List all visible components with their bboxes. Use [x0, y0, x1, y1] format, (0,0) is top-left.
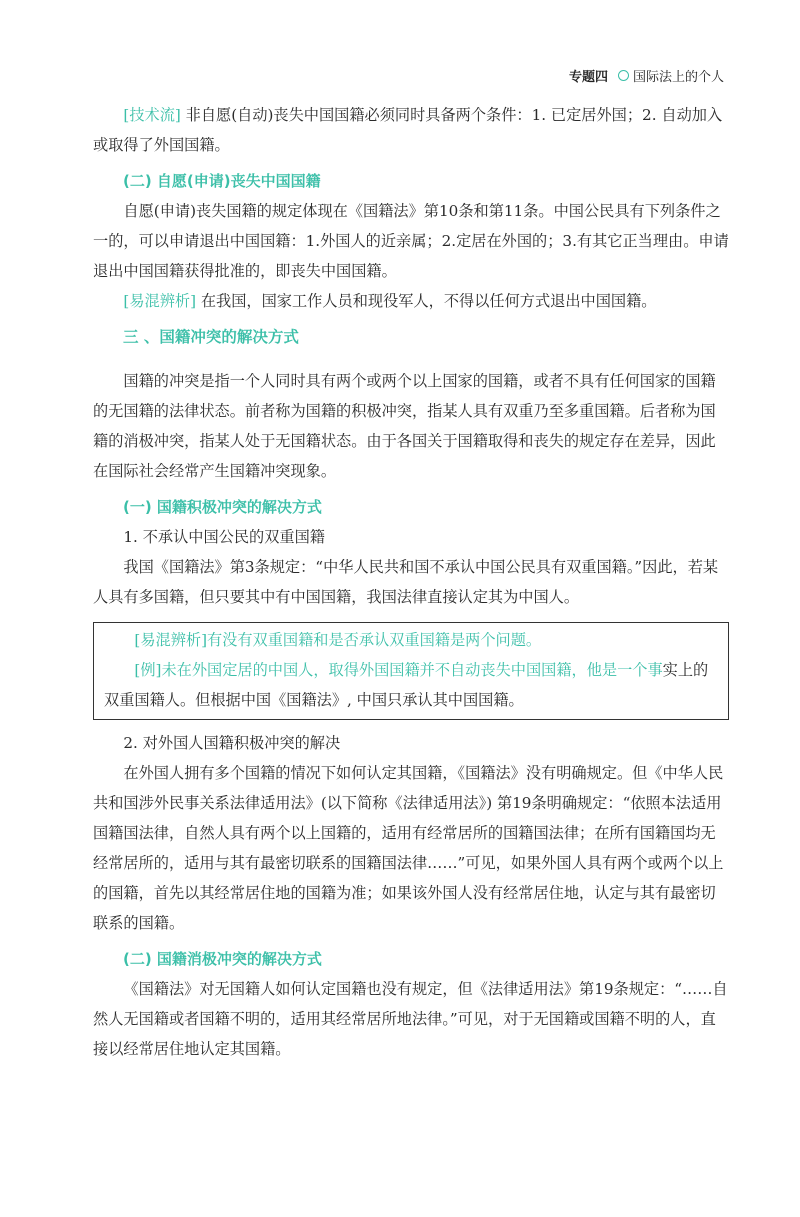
- heading-voluntary-loss: (二) 自愿(申请)丧失中国国籍: [123, 172, 321, 190]
- paragraph-article-three: 我国《国籍法》第3条规定：“中华人民共和国不承认中国公民具有双重国籍。”因此，若某人具有多国籍，但只要其中有中国国籍，我国法律直接认定其为中国人。: [93, 558, 719, 606]
- paragraph-confusion-text: 在我国，国家工作人员和现役军人，不得以任何方式退出中国国籍。: [196, 292, 657, 310]
- paragraph-stateless: 《国籍法》对无国籍人如何认定国籍也没有规定，但《法律适用法》第19条规定：“……自然人无国籍或者国籍不明的，适用其经常居所地法律。”可见，对于无国籍或国籍不明的人，直接以经常居住地认定其国籍。: [93, 980, 728, 1058]
- running-header: [569, 66, 724, 85]
- note-box-line1: [易混辨析]有没有双重国籍和是否承认双重国籍是两个问题。: [134, 631, 542, 649]
- note-box: [93, 622, 729, 720]
- paragraph-article-nineteen: 在外国人拥有多个国籍的情况下如何认定其国籍，《国籍法》没有明确规定。但《中华人民共和国涉外民事关系法律适用法》(以下简称《法律适用法》) 第19条明确规定：“依照本法适用国籍国法律，自然人具有两个以上国籍的，适用有经常居所的国籍国法律；在所有国籍国均无经常居所的，适用与其有最密切联系的国籍国法律……”可见，如果外国人具有两个或两个以上的国籍，首先以其经常居住地的国籍为准；如果该外国人没有经常居住地，认定与其有最密切联系的国籍。: [93, 764, 724, 932]
- note-box-example: [104, 655, 718, 715]
- paragraph-voluntary-loss: 自愿(申请)丧失国籍的规定体现在《国籍法》第10条和第11条。中国公民具有下列条件之一的，可以申请退出中国国籍：1.外国人的近亲属；2.定居在外国的；3.有其它正当理由。申请退出中国国籍获得批准的，即丧失中国国籍。: [93, 202, 729, 280]
- heading-section-three: 三 、国籍冲突的解决方式: [123, 328, 299, 346]
- paragraph-conflict-definition: 国籍的冲突是指一个人同时具有两个或两个以上国家的国籍，或者不具有任何国家的国籍的无国籍的法律状态。前者称为国籍的积极冲突，指某人具有双重乃至多重国籍。后者称为国籍的消极冲突，指某人处于无国籍状态。由于各国关于国籍取得和丧失的规定存在差异，因此在国际社会经常产生国籍冲突现象。: [93, 372, 716, 480]
- tag-confusion: [易混辨析]: [123, 292, 196, 310]
- item-no-dual-nationality: 1. 不承认中国公民的双重国籍: [123, 528, 325, 546]
- chapter-title: 国际法上的个人: [632, 70, 724, 85]
- note-box-example-rest: 实上的双重国籍人。但根据中国《国籍法》, 中国只承认其中国国籍。: [104, 661, 709, 709]
- chapter-label: 专题四: [568, 70, 608, 85]
- circle-icon: [618, 70, 629, 81]
- heading-positive-conflict: (一) 国籍积极冲突的解决方式: [123, 498, 322, 516]
- paragraph-technique: [93, 100, 729, 160]
- paragraph-technique-text: 非自愿(自动)丧失中国国籍必须同时具备两个条件：1. 已定居外国；2. 自动加入或取得了外国国籍。: [93, 106, 723, 154]
- tag-technique: [技术流]: [123, 106, 181, 124]
- item-foreigner-conflict: 2. 对外国人国籍积极冲突的解决: [123, 734, 341, 752]
- note-box-example-green: 未在外国定居的中国人，取得外国国籍并不自动丧失中国国籍，他是一个事: [161, 661, 663, 679]
- paragraph-confusion-note: [93, 286, 729, 316]
- heading-negative-conflict: (二) 国籍消极冲突的解决方式: [123, 950, 322, 968]
- tag-example: [例]: [134, 661, 162, 679]
- page-body: [93, 100, 729, 1064]
